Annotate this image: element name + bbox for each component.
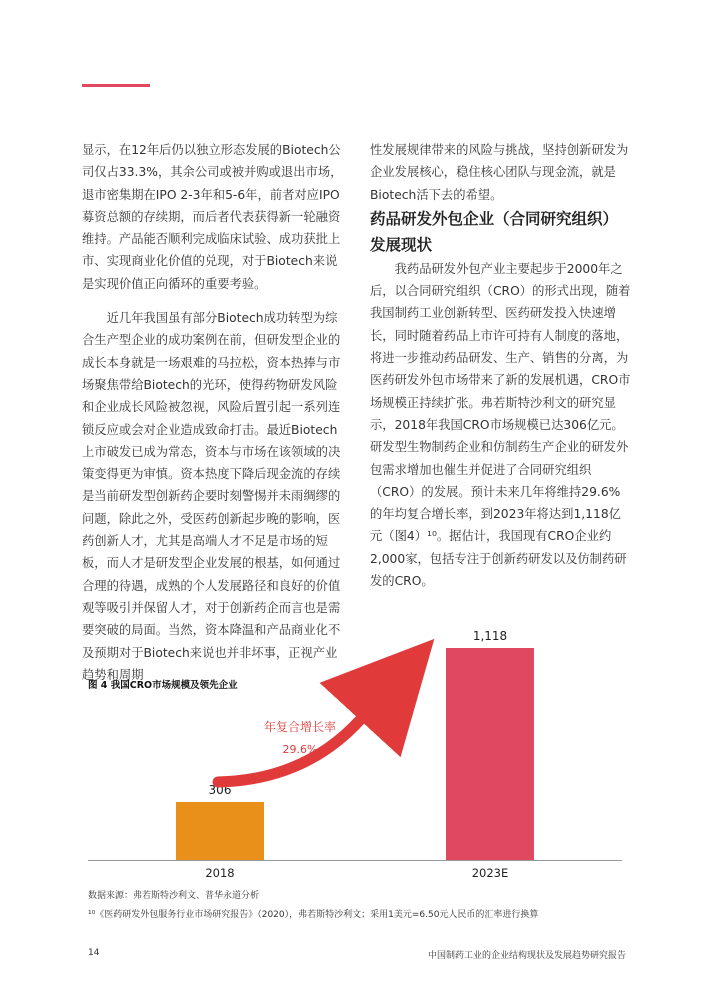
category-label-2023e: 2023E bbox=[471, 866, 509, 880]
bar-2018 bbox=[176, 802, 264, 860]
cagr-label: 年复合增长率 bbox=[263, 720, 337, 734]
page-number: 14 bbox=[88, 948, 100, 958]
footnote: ¹⁰《医药研发外包服务行业市场研究报告》（2020），弗若斯特沙利文；采用1美元=6.50元人民币的汇率进行换算 bbox=[88, 910, 539, 920]
right-paragraph-1: 性发展规律带来的风险与挑战，坚持创新研发为企业发展核心，稳住核心团队与现金流，就是Biotech活下去的希望。 bbox=[370, 143, 629, 202]
running-title: 中国制药工业的企业结构现状及发展趋势研究报告 bbox=[427, 951, 626, 961]
left-paragraph-2: 近几年我国虽有部分Biotech成功转型为综合生产型企业的成功案例在前，但研发型企业的成长本身就是一场艰难的马拉松，资本热捧与市场聚焦带给Biotech的光环，使得药物研发风险和企业成长风险被忽视，风险后置引起一系列连锁反应或会对企业造成致命打击。最近Biotech上市破发已成为常态，资本与市场在该领域的决策变得更为审慎。资本热度下降后现金流的存续是当前研发型创新药企要时刻警惕并未雨绸缪的问题，除此之外，受医药创新起步晚的影响，医药创新人才，尤其是高端人才不足是市场的短板，而人才是研发型企业发展的根基，如何通过合理的待遇，成熟的个人发展路径和良好的价值观等吸引并保留人才，对于创新药企而言也是需要突破的局面。当然，资本降温和产品商业化不及预期对于Biotech来说也并非坏事，正视产业趋势和周期 bbox=[82, 311, 341, 682]
right-paragraph-2: 我药品研发外包产业主要起步于2000年之后，以合同研究组织（CRO）的形式出现，随着我国制药工业创新转型、医药研发投入快速增长，同时随着药品上市许可持有人制度的落地，将进一步推动药品研发、生产、销售的分离，为医药研发外包市场带来了新的发展机遇，CRO市场规模正持续扩张。弗若斯特沙利文的研究显示，2018年我国CRO市场规模已达306亿元。研发型生物制药企业和仿制药生产企业的研发外包需求增加也催生并促进了合同研究组织（CRO）的发展。预计未来几年将维持29.6%的年均复合增长率，到2023年将达到1,118亿元（图4）¹⁰。据估计，我国现有CRO企业约2,000家，包括专注于创新药研发以及仿制药研发的CRO。 bbox=[370, 261, 631, 589]
cagr-value: 29.6% bbox=[282, 743, 318, 756]
section-heading: 药品研发外包企业（合同研究组织）发展现状 bbox=[370, 209, 619, 254]
value-label-2018: 306 bbox=[208, 782, 232, 797]
chart-title: 图 4 我国CRO市场规模及领先企业 bbox=[88, 680, 238, 691]
category-label-2018: 2018 bbox=[205, 866, 235, 880]
left-paragraph-1: 显示，在12年后仍以独立形态发展的Biotech公司仅占33.3%，其余公司或被并购或退出市场，退市密集期在IPO 2-3年和5-6年，前者对应IPO募资总额的存续期，而后者代表获得新一轮融资维持。产品能否顺利完成临床试验、成功获批上市、实现商业化价值的兑现，对于Biotech来说是实现价值正向循环的重要考验。 bbox=[82, 143, 343, 291]
bar-2023e bbox=[446, 648, 534, 860]
data-source: 数据来源：弗若斯特沙利文、普华永道分析 bbox=[88, 891, 260, 901]
value-label-2023e: 1,118 bbox=[472, 629, 508, 643]
